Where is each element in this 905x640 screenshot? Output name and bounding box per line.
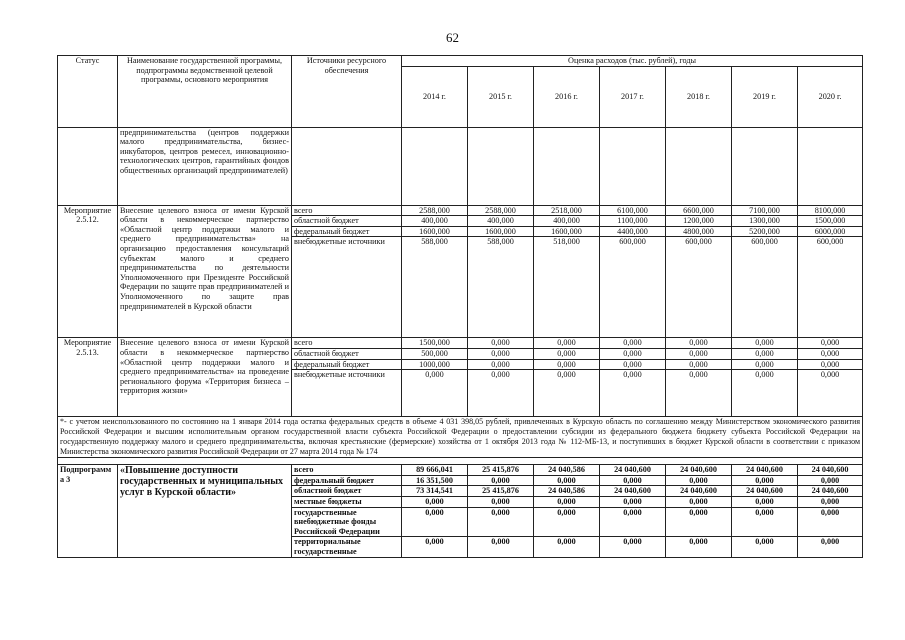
value-cell: 0,000 — [666, 338, 732, 349]
value-cell: 0,000 — [468, 338, 534, 349]
value-cell: 24 040,600 — [600, 486, 666, 497]
value-cell: 24 040,600 — [666, 486, 732, 497]
measure-name: Внесение целевого взноса от имени Курской области в некоммерческое партнерство «Областной центр поддержки малого и среднего предпринимательства» на проведение регионального форума «Территория бизнеса – территория жизни» — [118, 338, 292, 417]
value-cell: 1600,000 — [468, 226, 534, 237]
value-cell: 73 314,541 — [402, 486, 468, 497]
value-cell: 0,000 — [534, 507, 600, 537]
value-cell: 0,000 — [402, 537, 468, 557]
value-cell: 0,000 — [798, 475, 863, 486]
value-cell: 600,000 — [732, 237, 798, 338]
value-cell: 0,000 — [666, 496, 732, 507]
subprogram-status: Подпрограмма 3 — [58, 465, 118, 557]
source-cell: внебюджетные источники — [292, 370, 402, 417]
header-sources: Источники ресурсного обеспечения — [292, 56, 402, 128]
value-cell: 0,000 — [534, 338, 600, 349]
value-cell: 0,000 — [798, 537, 863, 557]
value-cell: 24 040,600 — [798, 465, 863, 476]
value-cell: 0,000 — [600, 370, 666, 417]
value-cell: 0,000 — [468, 537, 534, 557]
value-cell: 600,000 — [666, 237, 732, 338]
value-cell: 0,000 — [666, 348, 732, 359]
value-cell: 0,000 — [534, 370, 600, 417]
source-cell: областной бюджет — [292, 348, 402, 359]
value-cell: 600,000 — [600, 237, 666, 338]
value-cell: 24 040,600 — [600, 465, 666, 476]
header-year: 2018 г. — [666, 66, 732, 127]
source-cell: федеральный бюджет — [292, 359, 402, 370]
value-cell: 400,000 — [468, 216, 534, 227]
value-cell: 2588,000 — [468, 205, 534, 216]
value-cell: 0,000 — [534, 359, 600, 370]
value-cell: 0,000 — [468, 507, 534, 537]
value-cell: 24 040,600 — [732, 465, 798, 476]
value-cell: 0,000 — [798, 348, 863, 359]
table-row — [58, 465, 863, 476]
value-cell: 0,000 — [402, 496, 468, 507]
value-cell: 0,000 — [534, 348, 600, 359]
value-cell: 1500,000 — [402, 338, 468, 349]
value-cell: 6000,000 — [798, 226, 863, 237]
value-cell: 89 666,041 — [402, 465, 468, 476]
header-year: 2019 г. — [732, 66, 798, 127]
value-cell: 4400,000 — [600, 226, 666, 237]
value-cell: 0,000 — [468, 496, 534, 507]
value-cell: 0,000 — [600, 537, 666, 557]
value-cell: 7100,000 — [732, 205, 798, 216]
value-cell: 0,000 — [732, 537, 798, 557]
value-cell: 16 351,500 — [402, 475, 468, 486]
value-cell: 0,000 — [402, 507, 468, 537]
value-cell: 1300,000 — [732, 216, 798, 227]
value-cell: 1600,000 — [534, 226, 600, 237]
header-year: 2015 г. — [468, 66, 534, 127]
value-cell: 24 040,600 — [798, 486, 863, 497]
value-cell: 0,000 — [468, 359, 534, 370]
value-cell: 4800,000 — [666, 226, 732, 237]
header-year: 2017 г. — [600, 66, 666, 127]
value-cell: 0,000 — [732, 496, 798, 507]
source-cell: всего — [292, 205, 402, 216]
value-cell: 2588,000 — [402, 205, 468, 216]
separator — [58, 458, 863, 465]
measure-status: Мероприятие 2.5.13. — [58, 338, 118, 417]
value-cell: 0,000 — [732, 348, 798, 359]
value-cell: 25 415,876 — [468, 465, 534, 476]
value-cell: 0,000 — [666, 537, 732, 557]
source-cell: всего — [292, 465, 402, 476]
value-cell: 1000,000 — [402, 359, 468, 370]
value-cell: 400,000 — [402, 216, 468, 227]
value-cell: 0,000 — [534, 496, 600, 507]
value-cell: 0,000 — [798, 359, 863, 370]
header-year: 2014 г. — [402, 66, 468, 127]
measure-name: Внесение целевого взноса от имени Курской области в некоммерческое партнерство «Областной центр поддержки малого и среднего предпринимательства» на организацию предоставления консультаций субъектам малого и среднего предпринимательства по деятельности Уполномоченного при Президенте Российской Федерации по защите прав предпринимателей и Уполномоченного по защите прав предпринимателей в Курской области — [118, 205, 292, 338]
footnote: *- с учетом неиспользованного по состоянию на 1 января 2014 года остатка федеральных средств в объеме 4 031 398,05 рублей, привлеченных в Курскую область по соглашению между Министерством экономического развития Российской Федерации и высшим исполнительным органом государственной власти субъекта Российской Федерации о предоставлении субсидии из федерального бюджета бюджету субъекта Российской Федерации на государственную поддержку малого и среднего предпринимательства, включая крестьянские (фермерские) хозяйства от 1 октября 2013 года № 112-МБ-13, и поступивших в бюджет Курской области в соответствии с приказом Министерства экономического развития Российской Федерации от 27 марта 2014 года № 174 — [58, 417, 863, 458]
value-cell: 1200,000 — [666, 216, 732, 227]
value-cell: 0,000 — [798, 507, 863, 537]
source-cell: областной бюджет — [292, 486, 402, 497]
source-cell: федеральный бюджет — [292, 226, 402, 237]
value-cell: 588,000 — [402, 237, 468, 338]
table-row — [58, 205, 863, 216]
value-cell: 400,000 — [534, 216, 600, 227]
value-cell: 0,000 — [468, 348, 534, 359]
continuation-text: предпринимательства (центров поддержки малого предпринимательства, бизнес-инкубаторов, центров ремесел, инновационно-технологических центров, гарантийных фондов общественных организаций предпринимателей) — [118, 127, 292, 205]
value-cell: 0,000 — [666, 475, 732, 486]
value-cell: 24 040,586 — [534, 486, 600, 497]
value-cell: 8100,000 — [798, 205, 863, 216]
table-row — [58, 127, 863, 205]
value-cell: 0,000 — [666, 370, 732, 417]
value-cell: 1100,000 — [600, 216, 666, 227]
value-cell: 0,000 — [600, 348, 666, 359]
value-cell: 0,000 — [798, 496, 863, 507]
value-cell: 25 415,876 — [468, 486, 534, 497]
source-cell: местные бюджеты — [292, 496, 402, 507]
value-cell: 0,000 — [666, 507, 732, 537]
value-cell: 500,000 — [402, 348, 468, 359]
subprogram-name: «Повышение доступности государственных и муниципальных услуг в Курской области» — [118, 465, 292, 557]
header-year: 2020 г. — [798, 66, 863, 127]
value-cell: 1500,000 — [798, 216, 863, 227]
source-cell: государственные внебюджетные фонды Российской Федерации — [292, 507, 402, 537]
value-cell: 1600,000 — [402, 226, 468, 237]
value-cell: 24 040,600 — [666, 465, 732, 476]
value-cell: 0,000 — [600, 475, 666, 486]
value-cell: 0,000 — [600, 359, 666, 370]
value-cell: 24 040,586 — [534, 465, 600, 476]
value-cell: 0,000 — [534, 475, 600, 486]
value-cell: 0,000 — [468, 370, 534, 417]
value-cell: 6100,000 — [600, 205, 666, 216]
page-number: 62 — [446, 30, 459, 45]
source-cell: всего — [292, 338, 402, 349]
value-cell: 0,000 — [732, 370, 798, 417]
measure-status: Мероприятие 2.5.12. — [58, 205, 118, 338]
value-cell: 0,000 — [468, 475, 534, 486]
table-row — [58, 338, 863, 349]
value-cell: 0,000 — [666, 359, 732, 370]
value-cell: 6600,000 — [666, 205, 732, 216]
value-cell: 0,000 — [600, 507, 666, 537]
value-cell: 5200,000 — [732, 226, 798, 237]
value-cell: 0,000 — [732, 507, 798, 537]
header-year: 2016 г. — [534, 66, 600, 127]
source-cell: областной бюджет — [292, 216, 402, 227]
value-cell: 0,000 — [732, 359, 798, 370]
value-cell: 0,000 — [732, 475, 798, 486]
source-cell: федеральный бюджет — [292, 475, 402, 486]
value-cell: 0,000 — [534, 537, 600, 557]
value-cell: 0,000 — [600, 338, 666, 349]
header-status: Статус — [58, 56, 118, 128]
value-cell: 0,000 — [600, 496, 666, 507]
value-cell: 518,000 — [534, 237, 600, 338]
source-cell: территориальные государственные — [292, 537, 402, 557]
value-cell: 600,000 — [798, 237, 863, 338]
value-cell: 0,000 — [732, 338, 798, 349]
source-cell: внебюджетные источники — [292, 237, 402, 338]
value-cell: 0,000 — [798, 370, 863, 417]
value-cell: 2518,000 — [534, 205, 600, 216]
budget-table — [57, 55, 863, 558]
footnote-row — [58, 417, 863, 458]
value-cell: 0,000 — [402, 370, 468, 417]
header-estimate: Оценка расходов (тыс. рублей), годы — [402, 56, 863, 67]
value-cell: 0,000 — [798, 338, 863, 349]
header-name: Наименование государственной программы, подпрограммы ведомственной целевой программы, основного мероприятия — [118, 56, 292, 128]
value-cell: 588,000 — [468, 237, 534, 338]
value-cell: 24 040,600 — [732, 486, 798, 497]
